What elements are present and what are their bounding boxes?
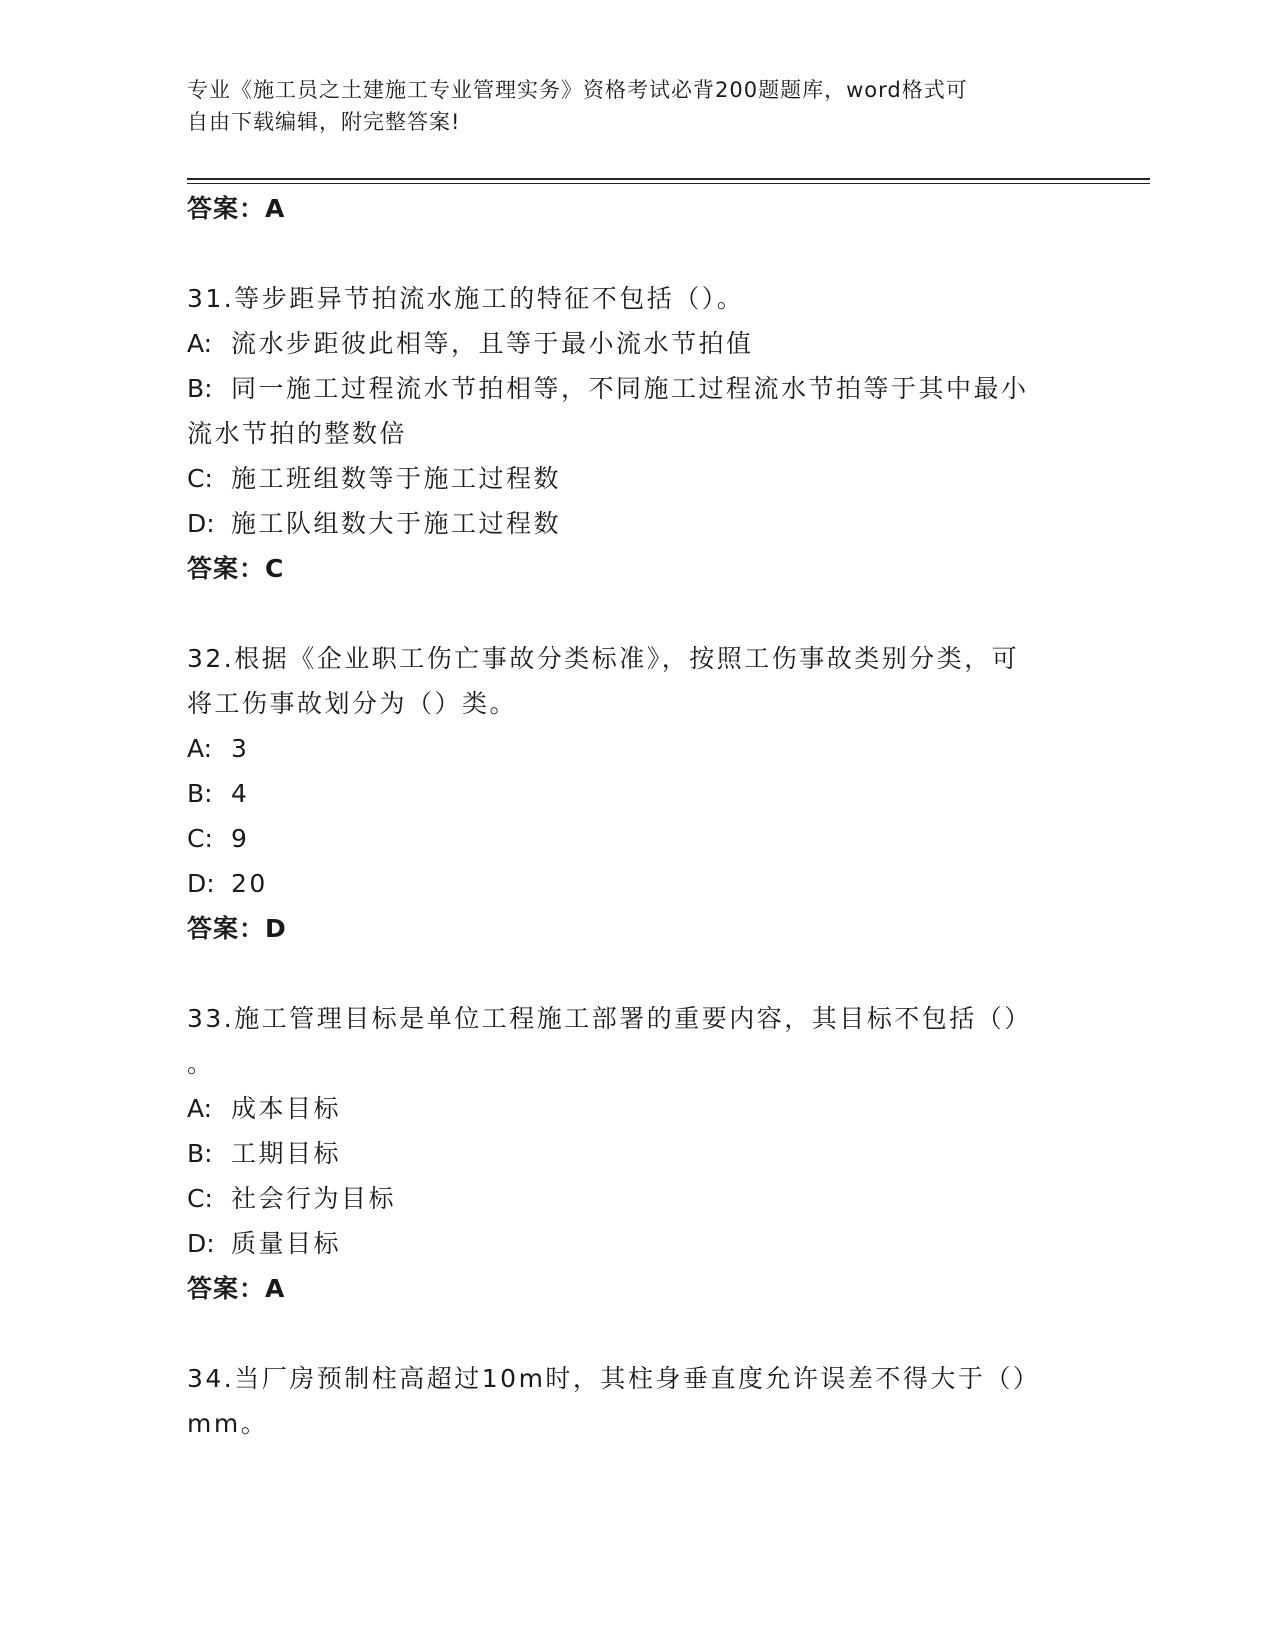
question-33-option-b [187,1137,341,1171]
question-33-stem-continued: 。 [187,1049,215,1078]
question-31-option-a [187,327,754,361]
question-31-stem: 31.等步距异节拍流水施工的特征不包括（）。 [187,284,745,313]
question-32-option-d [187,867,268,901]
question-31-answer: 答案：C [187,554,285,583]
header-divider-thick [187,178,1150,180]
document-header [187,74,1067,138]
question-32-stem: 32.根据《企业职工伤亡事故分类标准》，按照工伤事故类别分类，可 [187,644,1020,673]
option-label: B: [187,779,213,808]
question-34-stem: 34.当厂房预制柱高超过10m时，其柱身垂直度允许误差不得大于（） [187,1364,1041,1393]
question-31-option-d [187,507,561,541]
option-text: 施工队组数大于施工过程数 [231,509,562,538]
header-line-2: 自由下载编辑，附完整答案! [187,110,461,134]
question-31-option-c [187,462,561,496]
option-text: 3 [231,734,250,763]
option-label: D: [187,1229,215,1258]
header-line-1: 专业《施工员之土建施工专业管理实务》资格考试必背200题题库，word格式可 [187,78,968,102]
question-33-option-a [187,1092,341,1126]
question-33-answer: 答案：A [187,1274,286,1303]
option-label: A: [187,1094,213,1123]
question-32-stem-continued: 将工伤事故划分为（）类。 [187,689,518,718]
question-31-option-b-continued: 流水节拍的整数倍 [187,419,408,448]
option-text: 9 [231,824,250,853]
question-33-stem: 33.施工管理目标是单位工程施工部署的重要内容，其目标不包括（） [187,1004,1032,1033]
option-label: C: [187,1184,213,1213]
option-label: C: [187,464,213,493]
option-text: 20 [231,869,268,898]
option-label: A: [187,734,213,763]
question-31-option-b [187,372,1029,406]
header-divider-thin [187,183,1150,184]
question-33-option-d [187,1227,341,1261]
option-text: 施工班组数等于施工过程数 [231,464,562,493]
option-text: 工期目标 [231,1139,342,1168]
option-text: 质量目标 [231,1229,342,1258]
option-label: B: [187,374,213,403]
option-text: 成本目标 [231,1094,342,1123]
option-label: D: [187,869,215,898]
option-label: A: [187,329,213,358]
question-33-option-c [187,1182,396,1216]
question-32-option-c [187,822,249,856]
option-text: 4 [231,779,250,808]
question-32-answer: 答案：D [187,914,287,943]
option-label: D: [187,509,215,538]
question-32-option-a [187,732,249,766]
option-text: 同一施工过程流水节拍相等，不同施工过程流水节拍等于其中最小 [231,374,1029,403]
previous-answer: 答案：A [187,194,286,223]
question-34-stem-continued: mm。 [187,1409,269,1438]
option-text: 社会行为目标 [231,1184,397,1213]
option-label: C: [187,824,213,853]
question-32-option-b [187,777,249,811]
option-label: B: [187,1139,213,1168]
option-text: 流水步距彼此相等，且等于最小流水节拍值 [231,329,754,358]
